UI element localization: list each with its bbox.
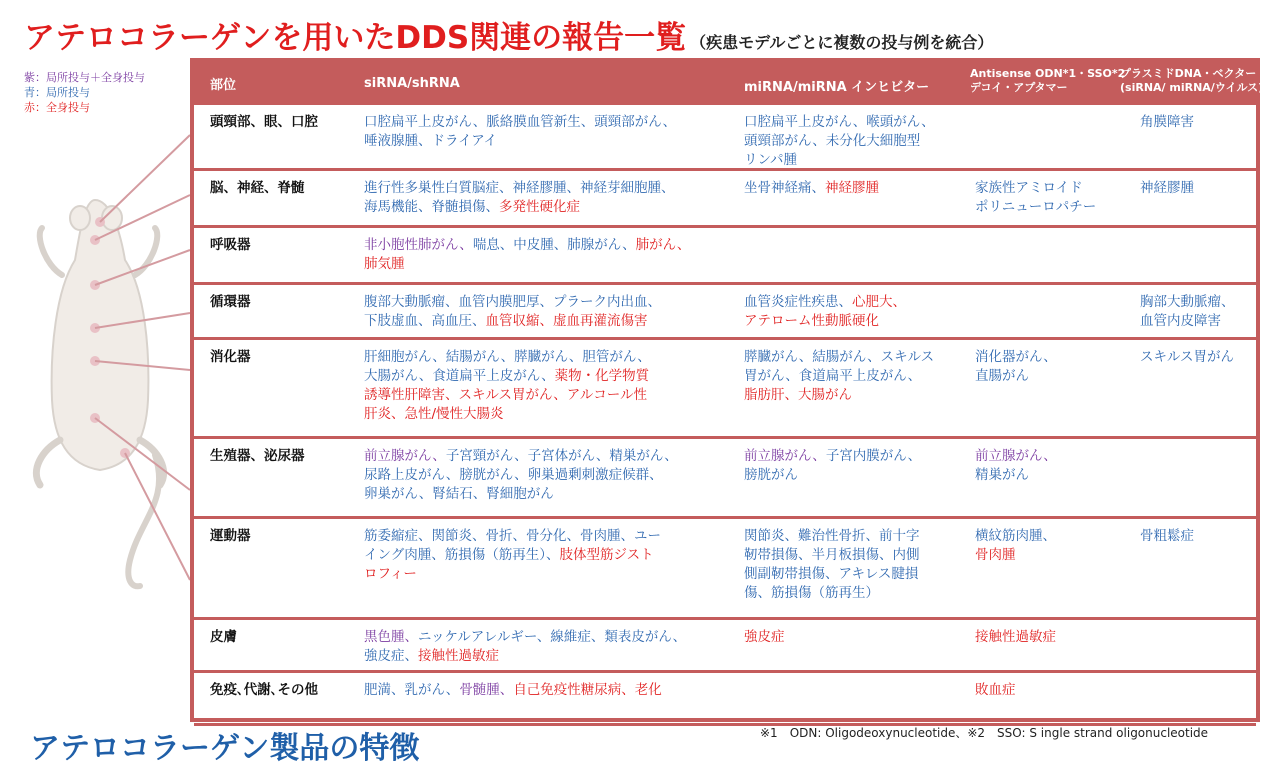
cell-line (364, 386, 651, 405)
cut-off-heading (30, 731, 430, 766)
disease-text: 側副靭帯損傷、アキレス腱損 (744, 566, 919, 582)
cell-line (975, 198, 1096, 217)
cell-line (364, 527, 661, 546)
cell-line (744, 527, 920, 546)
legend-purple: 紫：局所投与＋全身投与 (24, 71, 145, 84)
header-sirna: siRNA/shRNA (364, 76, 460, 91)
cell-line (364, 681, 662, 700)
cell-line (744, 628, 785, 647)
disease-text: 消化器がん、 (975, 349, 1057, 365)
cell-line (744, 367, 934, 386)
disease-text: 筋委縮症、関節炎、骨折、骨分化、骨肉腫、ユー (364, 528, 661, 544)
cell-line (1140, 348, 1234, 367)
row-region-label: 頭頸部、眼、口腔 (210, 114, 318, 130)
disease-text: 強皮症、 (364, 648, 418, 664)
cell-line (975, 527, 1056, 546)
header-antisense-line1: Antisense ODN*1・SSO*2 (970, 67, 1126, 80)
disease-text: 直腸がん (975, 368, 1029, 384)
cell-line (364, 255, 690, 274)
cell-line (975, 628, 1056, 647)
dds-report-table (190, 58, 1264, 722)
title-subtitle: （疾患モデルごとに複数の投与例を統合） (690, 33, 994, 52)
table-row (194, 340, 1256, 439)
table-row (194, 228, 1256, 285)
disease-text: 頭頸部がん、未分化大細胞型 (744, 133, 921, 149)
disease-text: 接触性過敏症 (975, 629, 1056, 645)
disease-text: 尿路上皮がん、膀胱がん、卵巣過剰刺激症候群、 (364, 467, 663, 483)
disease-text: 肢体型筋ジスト (559, 547, 654, 563)
cell-mirna (744, 113, 935, 170)
cell-plasmid (1140, 348, 1234, 367)
disease-text: 心肥大、 (852, 294, 906, 310)
disease-text: 肝炎、急性/慢性大腸炎 (364, 406, 504, 422)
cut-off-heading-text: アテロコラーゲン製品の特徴 (30, 731, 420, 766)
disease-text: 精巣がん (975, 467, 1029, 483)
disease-text: 非小胞性肺がん、 (364, 237, 473, 253)
cell-antisense (975, 628, 1056, 647)
row-region-label: 免疫､代謝､その他 (210, 682, 318, 698)
cell-plasmid (1140, 113, 1194, 132)
legend-blue: 青：局所投与 (24, 86, 90, 99)
disease-text: 肥満、乳がん、 (364, 682, 460, 698)
table-row (194, 620, 1256, 673)
disease-text: 関節炎、難治性骨折、前十字 (744, 528, 920, 544)
disease-text: 神経膠腫 (825, 180, 879, 196)
disease-text: 肺がん、 (635, 237, 691, 253)
disease-text: 前立腺がん、 (975, 448, 1057, 464)
cell-line (364, 236, 690, 255)
cell-plasmid (1140, 527, 1194, 546)
cell-sirna (364, 236, 690, 274)
disease-text: 血管収縮、虚血再灌流傷害 (485, 313, 648, 329)
row-region-label: 運動器 (210, 528, 251, 544)
disease-text: ポリニューロパチー (975, 199, 1097, 215)
disease-text: 角膜障害 (1140, 114, 1194, 130)
title-main: アテロコラーゲンを用いたDDS関連の報告一覧 (24, 20, 687, 56)
disease-text: 前立腺がん、 (744, 448, 826, 464)
cell-sirna (364, 628, 686, 666)
cell-antisense (975, 527, 1056, 565)
disease-text: スキルス胃がん (1140, 349, 1234, 365)
disease-text: 喘息、中皮腫、肺腺がん、 (472, 237, 636, 253)
header-antisense (970, 67, 1125, 95)
row-region-label: 消化器 (210, 349, 251, 365)
cell-mirna (744, 348, 934, 405)
cell-line (975, 348, 1057, 367)
cell-sirna (364, 681, 662, 700)
header-plasmid (1120, 67, 1263, 95)
page-title (24, 12, 993, 57)
header-region: 部位 (210, 78, 237, 93)
row-region-label: 皮膚 (210, 629, 237, 645)
disease-text: 接触性過敏症 (418, 648, 499, 664)
table-row (194, 673, 1256, 726)
disease-text: 大腸がん、 (364, 368, 433, 384)
disease-text: 進行性多巣性白質脳症、神経膠腫、神経芽細胞腫、 (364, 180, 675, 196)
cell-line (1140, 312, 1235, 331)
footnote: ※1 ODN: Oligodeoxynucleotide、※2 SSO: S ingle strand oligonucleotide (760, 726, 1209, 740)
disease-text: 前立腺がん、 (364, 448, 446, 464)
cell-line (1140, 293, 1235, 312)
cell-line (364, 447, 678, 466)
cell-sirna (364, 293, 661, 331)
cell-line (364, 405, 651, 424)
cell-sirna (364, 179, 675, 217)
disease-text: 口腔扁平上皮がん、喉頭がん、 (744, 114, 935, 130)
disease-text: 骨肉腫 (975, 547, 1016, 563)
header-plasmid-line1: プラスミドDNA・ベクター (1120, 67, 1257, 80)
row-region-label: 呼吸器 (210, 237, 251, 253)
cell-mirna (744, 628, 785, 647)
legend-red: 赤：全身投与 (24, 101, 90, 114)
disease-text: 靭帯損傷、半月板損傷、内側 (744, 547, 920, 563)
disease-text: ニッケルアレルギー、線維症、類表皮がん、 (418, 629, 687, 645)
row-region-label: 循環器 (210, 294, 251, 310)
color-legend (24, 70, 145, 115)
disease-text: 胸部大動脈瘤、 (1140, 294, 1235, 310)
cell-line (744, 113, 935, 132)
cell-line (364, 132, 676, 151)
table-row (194, 285, 1256, 340)
cell-line (364, 367, 651, 386)
cell-antisense (975, 447, 1057, 485)
disease-text: 脂肪肝、大腸がん (744, 387, 852, 403)
cell-line (975, 466, 1057, 485)
cell-line (744, 466, 921, 485)
cell-line (975, 447, 1057, 466)
cell-line (744, 312, 906, 331)
disease-text: 唾液腺腫、ドライアイ (364, 133, 497, 149)
disease-text: 横紋筋肉腫、 (975, 528, 1056, 544)
cell-line (744, 132, 935, 151)
row-region-label: 生殖器、泌尿器 (210, 448, 305, 464)
table-row (194, 171, 1256, 228)
disease-text: 腹部大動脈瘤、血管内膜肥厚、プラーク内出血、 (364, 294, 661, 310)
disease-text: 骨髄腫、 (459, 682, 514, 698)
table-row (194, 105, 1256, 171)
cell-mirna (744, 293, 906, 331)
disease-text: 誘導性肝障害、スキルス胃がん、アルコール性 (364, 387, 647, 403)
header-mirna: miRNA/miRNA インヒビター (744, 80, 930, 95)
disease-text: 子宮内膜がん、 (825, 448, 922, 464)
cell-line (744, 151, 935, 170)
disease-text: 薬物・化学物質 (554, 368, 650, 384)
disease-text: 血管炎症性疾患、 (744, 294, 852, 310)
cell-line (364, 546, 661, 565)
mouse-illustration (20, 140, 190, 590)
cell-line (975, 179, 1096, 198)
disease-text: 多発性硬化症 (499, 199, 580, 215)
cell-line (975, 681, 1016, 700)
disease-text: 自己免疫性糖尿病、老化 (513, 682, 662, 698)
cell-antisense (975, 179, 1096, 217)
cell-sirna (364, 348, 651, 424)
disease-text: 下肢虚血、高血圧、 (364, 313, 486, 329)
disease-text: 強皮症 (744, 629, 785, 645)
disease-text: 神経膠腫 (1140, 180, 1194, 196)
disease-text: 家族性アミロイド (975, 180, 1083, 196)
cell-line (364, 466, 678, 485)
disease-text: ロフィー (364, 566, 417, 582)
disease-text: 傷、筋損傷（筋再生） (744, 585, 879, 601)
disease-text: リンパ腫 (744, 152, 798, 168)
header-antisense-line2: デコイ・アプタマー (970, 81, 1068, 94)
disease-text: 膀胱がん (744, 467, 798, 483)
cell-line (744, 179, 879, 198)
cell-line (364, 312, 661, 331)
table-header (194, 62, 1264, 105)
disease-text: 海馬機能、脊髄損傷、 (364, 199, 499, 215)
cell-line (744, 447, 921, 466)
cell-line (364, 179, 675, 198)
cell-line (364, 198, 675, 217)
table-row (194, 439, 1256, 519)
disease-text: 血管内皮障害 (1140, 313, 1221, 329)
disease-text: 食道扁平上皮がん、 (432, 368, 555, 384)
cell-antisense (975, 348, 1057, 386)
cell-line (744, 348, 934, 367)
cell-antisense (975, 681, 1016, 700)
row-region-label: 脳、神経、脊髄 (210, 180, 305, 196)
cell-line (364, 565, 661, 584)
cell-line (744, 565, 920, 584)
cell-sirna (364, 527, 661, 584)
disease-text: 膵臓がん、結腸がん、スキルス (744, 349, 935, 365)
cell-line (364, 293, 661, 312)
header-plasmid-line2: (siRNA/ miRNA/ウイルス) (1120, 81, 1264, 94)
cell-line (744, 546, 920, 565)
disease-text: イング肉腫、筋損傷（筋再生）、 (364, 547, 560, 563)
disease-text: 坐骨神経痛、 (744, 180, 825, 196)
cell-line (975, 367, 1057, 386)
cell-mirna (744, 447, 921, 485)
cell-line (364, 485, 678, 504)
disease-text: 子宮頸がん、子宮体がん、精巣がん、 (445, 448, 678, 464)
disease-text: 黒色腫、 (364, 629, 418, 645)
cell-line (364, 647, 686, 666)
disease-text: 敗血症 (975, 682, 1016, 698)
disease-text: 口腔扁平上皮がん、脈絡膜血管新生、頭頸部がん、 (364, 114, 677, 130)
cell-line (364, 628, 686, 647)
cell-sirna (364, 113, 676, 151)
cell-mirna (744, 179, 879, 198)
cell-line (364, 113, 676, 132)
cell-line (744, 293, 906, 312)
cell-plasmid (1140, 179, 1194, 198)
cell-line (1140, 527, 1194, 546)
cell-line (975, 546, 1056, 565)
disease-text: 肝細胞がん、結腸がん、膵臓がん、胆管がん、 (364, 349, 651, 365)
disease-text: 肺気腫 (364, 256, 405, 272)
table-row (194, 519, 1256, 620)
cell-sirna (364, 447, 678, 504)
disease-text: 卵巣がん、腎結石、腎細胞がん (364, 486, 554, 502)
cell-line (744, 386, 934, 405)
cell-line (1140, 113, 1194, 132)
cell-mirna (744, 527, 920, 603)
disease-text: アテローム性動脈硬化 (744, 313, 879, 329)
cell-plasmid (1140, 293, 1235, 331)
cell-line (364, 348, 651, 367)
cell-line (1140, 179, 1194, 198)
disease-text: 骨粗鬆症 (1140, 528, 1194, 544)
disease-text: 胃がん、食道扁平上皮がん、 (744, 368, 922, 384)
cell-line (744, 584, 920, 603)
